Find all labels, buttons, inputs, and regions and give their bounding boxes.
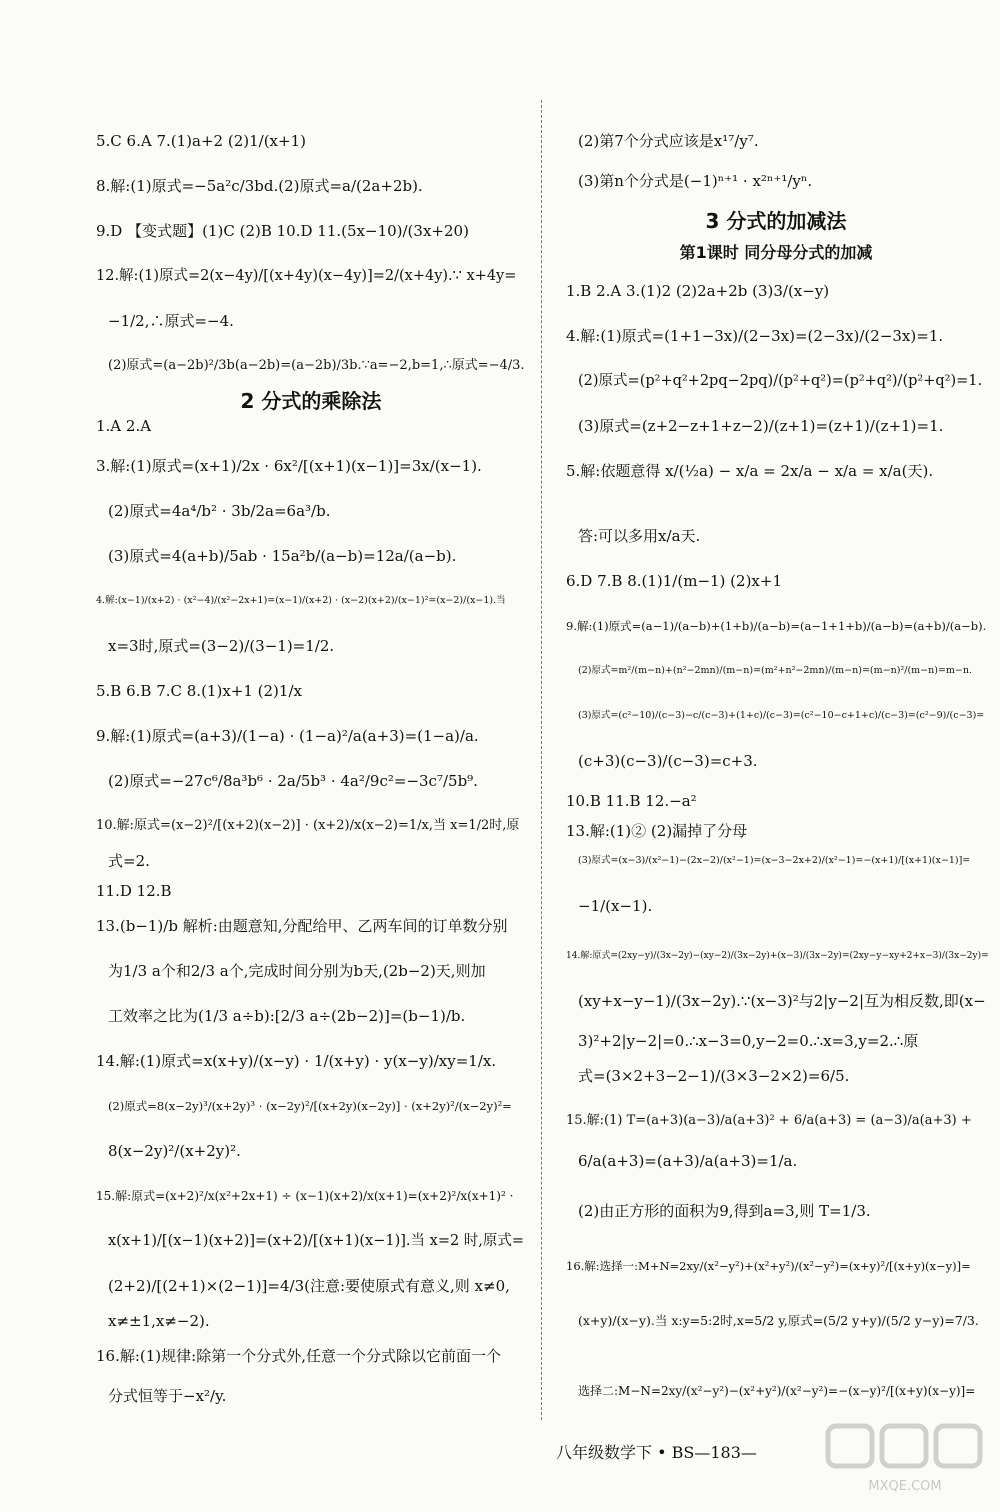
answer-line: 16.解:(1)规律:除第一个分式外,任意一个分式除以它前面一个 [96, 1347, 501, 1365]
answer-line: 6/a(a+3)=(a+3)/a(a+3)=1/a. [578, 1152, 798, 1170]
answer-line: (2)原式=8(x−2y)³/(x+2y)³ · (x−2y)²/[(x+2y)(x−2y)] · (x+2y)²/(x−2y)²= [108, 1099, 512, 1113]
answer-line: 15.解:(1) T=(a+3)(a−3)/a(a+3)² + 6/a(a+3) = (a−3)/a(a+3) + [566, 1113, 972, 1128]
answer-line: x≠±1,x≠−2). [108, 1312, 210, 1330]
answer-line: (2)由正方形的面积为9,得到a=3,则 T=1/3. [578, 1202, 871, 1220]
answer-line: 14.解:(1)原式=x(x+y)/(x−y) · 1/(x+y) · y(x−y)/xy=1/x. [96, 1052, 497, 1070]
answer-line: 16.解:选择一:M+N=2xy/(x²−y²)+(x²+y²)/(x²−y²)=(x+y)²/[(x+y)(x−y)]= [566, 1259, 971, 1273]
answer-line: 5.解:依题意得 x/(½a) − x/a = 2x/a − x/a = x/a(天). [566, 462, 934, 480]
answer-line: 13.解:(1)② (2)漏掉了分母 [566, 822, 748, 840]
answer-line: (xy+x−y−1)/(3x−2y).∵(x−3)²与2|y−2|互为相反数,即(x− [578, 992, 986, 1010]
answer-line: 8(x−2y)²/(x+2y)². [108, 1142, 241, 1160]
answer-line: (3)第n个分式是(−1)ⁿ⁺¹ · x²ⁿ⁺¹/yⁿ. [578, 172, 813, 190]
answer-line: 4.解:(1)原式=(1+1−3x)/(2−3x)=(2−3x)/(2−3x)=1. [566, 327, 944, 345]
answer-line: 13.(b−1)/b 解析:由题意知,分配给甲、乙两车间的订单数分别 [96, 917, 508, 935]
answer-line: (2)原式=(a−2b)²/3b(a−2b)=(a−2b)/3b.∵a=−2,b=1,∴原式=−4/3. [108, 358, 525, 373]
answer-line: 4.解:(x−1)/(x+2) · (x²−4)/(x²−2x+1)=(x−1)/(x+2) · (x−2)(x+2)/(x−1)²=(x−2)/(x−1).当 [96, 595, 506, 606]
watermark-logo [820, 1420, 990, 1500]
answer-line: (c+3)(c−3)/(c−3)=c+3. [578, 752, 758, 770]
answer-line: 9.解:(1)原式=(a+3)/(1−a) · (1−a)²/a(a+3)=(1−a)/a. [96, 727, 479, 745]
answer-line: 答:可以多用x/a天. [578, 527, 701, 545]
answer-line: (3)原式=4(a+b)/5ab · 15a²b/(a−b)=12a/(a−b). [108, 547, 457, 565]
answer-line: x=3时,原式=(3−2)/(3−1)=1/2. [108, 637, 335, 655]
answer-line: (2)原式=m²/(m−n)+(n²−2mn)/(m−n)=(m²+n²−2mn)/(m−n)=(m−n)²/(m−n)=m−n. [578, 665, 973, 676]
answer-line: (2)原式=4a⁴/b² · 3b/2a=6a³/b. [108, 502, 331, 520]
answer-line: (x+y)/(x−y).当 x:y=5:2时,x=5/2 y,原式=(5/2 y+y)/(5/2 y−y)=7/3. [578, 1313, 979, 1328]
answer-line: 式=2. [108, 852, 150, 870]
page-footer: 八年级数学下 • BS—183— [556, 1443, 757, 1462]
answer-line: 3.解:(1)原式=(x+1)/2x · 6x²/[(x+1)(x−1)]=3x/(x−1). [96, 457, 482, 475]
column-divider [541, 100, 542, 1420]
answer-line: (2+2)/[(2+1)×(2−1)]=4/3(注意:要使原式有意义,则 x≠0, [108, 1277, 510, 1295]
answer-line: 分式恒等于−x²/y. [108, 1387, 227, 1405]
answer-line: 5.B 6.B 7.C 8.(1)x+1 (2)1/x [96, 682, 302, 700]
answer-line: −1/2,∴原式=−4. [108, 312, 234, 330]
answer-line: 11.D 12.B [96, 882, 172, 900]
answer-line: 1.B 2.A 3.(1)2 (2)2a+2b (3)3/(x−y) [566, 282, 830, 300]
answer-line: 10.解:原式=(x−2)²/[(x+2)(x−2)] · (x+2)/x(x−2)=1/x,当 x=1/2时,原 [96, 818, 520, 833]
answer-line: 式=(3×2+3−2−1)/(3×3−2×2)=6/5. [578, 1067, 850, 1085]
answer-line: 3)²+2|y−2|=0.∴x−3=0,y−2=0.∴x=3,y=2.∴原 [578, 1032, 919, 1050]
section-title: 2 分式的乘除法 [240, 389, 382, 413]
answer-line: 9.D 【变式题】(1)C (2)B 10.D 11.(5x−10)/(3x+20) [96, 222, 469, 240]
answer-line: (2)第7个分式应该是x¹⁷/y⁷. [578, 132, 759, 150]
answer-line: 选择二:M−N=2xy/(x²−y²)−(x²+y²)/(x²−y²)=−(x−y)²/[(x+y)(x−y)]= [578, 1384, 976, 1398]
answer-line: 10.B 11.B 12.−a² [566, 792, 697, 810]
answer-line: 工效率之比为(1/3 a÷b):[2/3 a÷(2b−2)]=(b−1)/b. [108, 1007, 466, 1025]
answer-line: 8.解:(1)原式=−5a²c/3bd.(2)原式=a/(2a+2b). [96, 177, 423, 195]
answer-line: 9.解:(1)原式=(a−1)/(a−b)+(1+b)/(a−b)=(a−1+1+b)/(a−b)=(a+b)/(a−b). [566, 619, 987, 633]
answer-line: (3)原式=(z+2−z+1+z−2)/(z+1)=(z+1)/(z+1)=1. [578, 417, 944, 435]
answer-line: 5.C 6.A 7.(1)a+2 (2)1/(x+1) [96, 132, 306, 150]
answer-line: 12.解:(1)原式=2(x−4y)/[(x+4y)(x−4y)]=2/(x+4y).∵ x+4y= [96, 268, 517, 284]
answer-line: (2)原式=(p²+q²+2pq−2pq)/(p²+q²)=(p²+q²)/(p²+q²)=1. [578, 373, 983, 389]
answer-line: 1.A 2.A [96, 417, 152, 435]
answer-line: x(x+1)/[(x−1)(x+2)]=(x+2)/[(x+1)(x−1)].当 x=2 时,原式= [108, 1233, 525, 1249]
answer-line: 14.解:原式=(2xy−y)/(3x−2y)−(xy−2)/(3x−2y)+(x−3)/(3x−2y)=(2xy−y−xy+2+x−3)/(3x−2y)= [566, 951, 989, 961]
answer-line: (3)原式=(x−3)/(x²−1)−(2x−2)/(x²−1)=(x−3−2x+2)/(x²−1)=−(x+1)/[(x+1)(x−1)]= [578, 855, 971, 866]
section-title: 3 分式的加减法 [705, 209, 847, 233]
lesson-title: 第1课时 同分母分式的加减 [679, 243, 873, 262]
answer-line: 为1/3 a个和2/3 a个,完成时间分别为b天,(2b−2)天,则加 [108, 962, 486, 980]
answer-line: 15.解:原式=(x+2)²/x(x²+2x+1) ÷ (x−1)(x+2)/x(x+1)=(x+2)²/x(x+1)² · [96, 1189, 514, 1203]
watermark-text: MXQE.COM [868, 1479, 942, 1494]
answer-line: (3)原式=(c²−10)/(c−3)−c/(c−3)+(1+c)/(c−3)=(c²−10−c+1+c)/(c−3)=(c²−9)/(c−3)= [578, 710, 985, 721]
answer-line: (2)原式=−27c⁶/8a³b⁶ · 2a/5b³ · 4a²/9c²=−3c⁷/5b⁹. [108, 772, 478, 790]
answer-line: 6.D 7.B 8.(1)1/(m−1) (2)x+1 [566, 572, 782, 590]
answer-line: −1/(x−1). [578, 897, 653, 915]
